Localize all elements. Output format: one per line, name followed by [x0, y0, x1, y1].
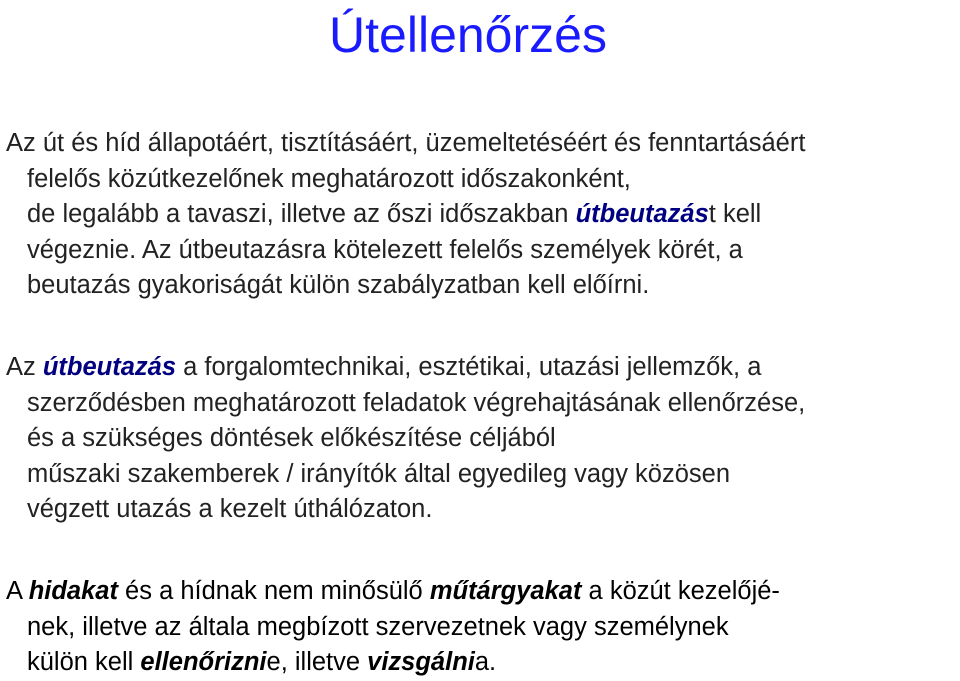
- text-line-content: végzett utazás a kezelt úthálózaton.: [27, 495, 433, 524]
- text-line: [6, 233, 956, 269]
- text-line-content: szerződésben meghatározott feladatok végrehajtásának ellenőrzése,: [27, 388, 806, 417]
- text-line-content: beutazás gyakoriságát külön szabályzatban kell előírni.: [27, 271, 650, 300]
- text-line: [6, 350, 956, 386]
- slide-title: Útellenőrzés: [329, 7, 607, 63]
- text-segment: a.: [474, 648, 497, 677]
- text-line: [6, 574, 956, 610]
- text-line: [6, 421, 956, 457]
- term-hidakat: hidakat: [28, 577, 118, 605]
- text-segment: a forgalomtechnikai, esztétikai, utazási jellemzők, a: [176, 353, 762, 381]
- text-line-content: végeznie. Az útbeutazásra kötelezett felelős személyek körét, a: [27, 235, 743, 264]
- text-segment: külön kell: [27, 648, 141, 677]
- text-line-content: nek, illetve az általa megbízott szervezetnek vagy személynek: [27, 612, 729, 641]
- text-line: [6, 610, 956, 646]
- text-line: [6, 492, 956, 528]
- text-line: [6, 162, 956, 198]
- text-line-content: műszaki szakemberek / irányítók által egyedileg vagy közösen: [27, 459, 731, 488]
- term-mutargyakat: műtárgyakat: [429, 577, 582, 605]
- text-line-content: és a szükséges döntések előkészítése céljából: [27, 424, 556, 453]
- text-line: [6, 386, 956, 422]
- text-segment: e, illetve: [266, 648, 368, 677]
- text-segment: t kell: [708, 200, 762, 229]
- text-segment: és a hídnak nem minősülő: [117, 577, 430, 605]
- term-ellenorizni: ellenőrizni: [140, 648, 267, 677]
- text-segment: a közút kezelőjé-: [581, 577, 780, 605]
- text-segment: de legalább a tavaszi, illetve az őszi időszakban: [27, 200, 576, 229]
- text-line: Az út és híd állapotáért, tisztításáért, üzemeltetéséért és fenntartásáért: [6, 129, 806, 157]
- term-utbeutazas: útbeutazás: [575, 200, 709, 229]
- term-vizsgalni: vizsgálni: [367, 648, 475, 677]
- text-line-content: felelős közútkezelőnek meghatározott időszakonként,: [27, 164, 631, 193]
- text-line: [6, 197, 956, 233]
- text-line: [6, 268, 956, 304]
- text-line: [6, 645, 956, 681]
- text-segment: Az: [6, 353, 43, 381]
- paragraph-road-inspection-duty: [6, 126, 956, 304]
- paragraph-utbeutazas-definition: [6, 350, 956, 528]
- text-line: [6, 457, 956, 493]
- paragraph-bridges-structures: [6, 574, 956, 681]
- term-utbeutazas: útbeutazás: [42, 353, 177, 381]
- text-segment: A: [6, 577, 29, 605]
